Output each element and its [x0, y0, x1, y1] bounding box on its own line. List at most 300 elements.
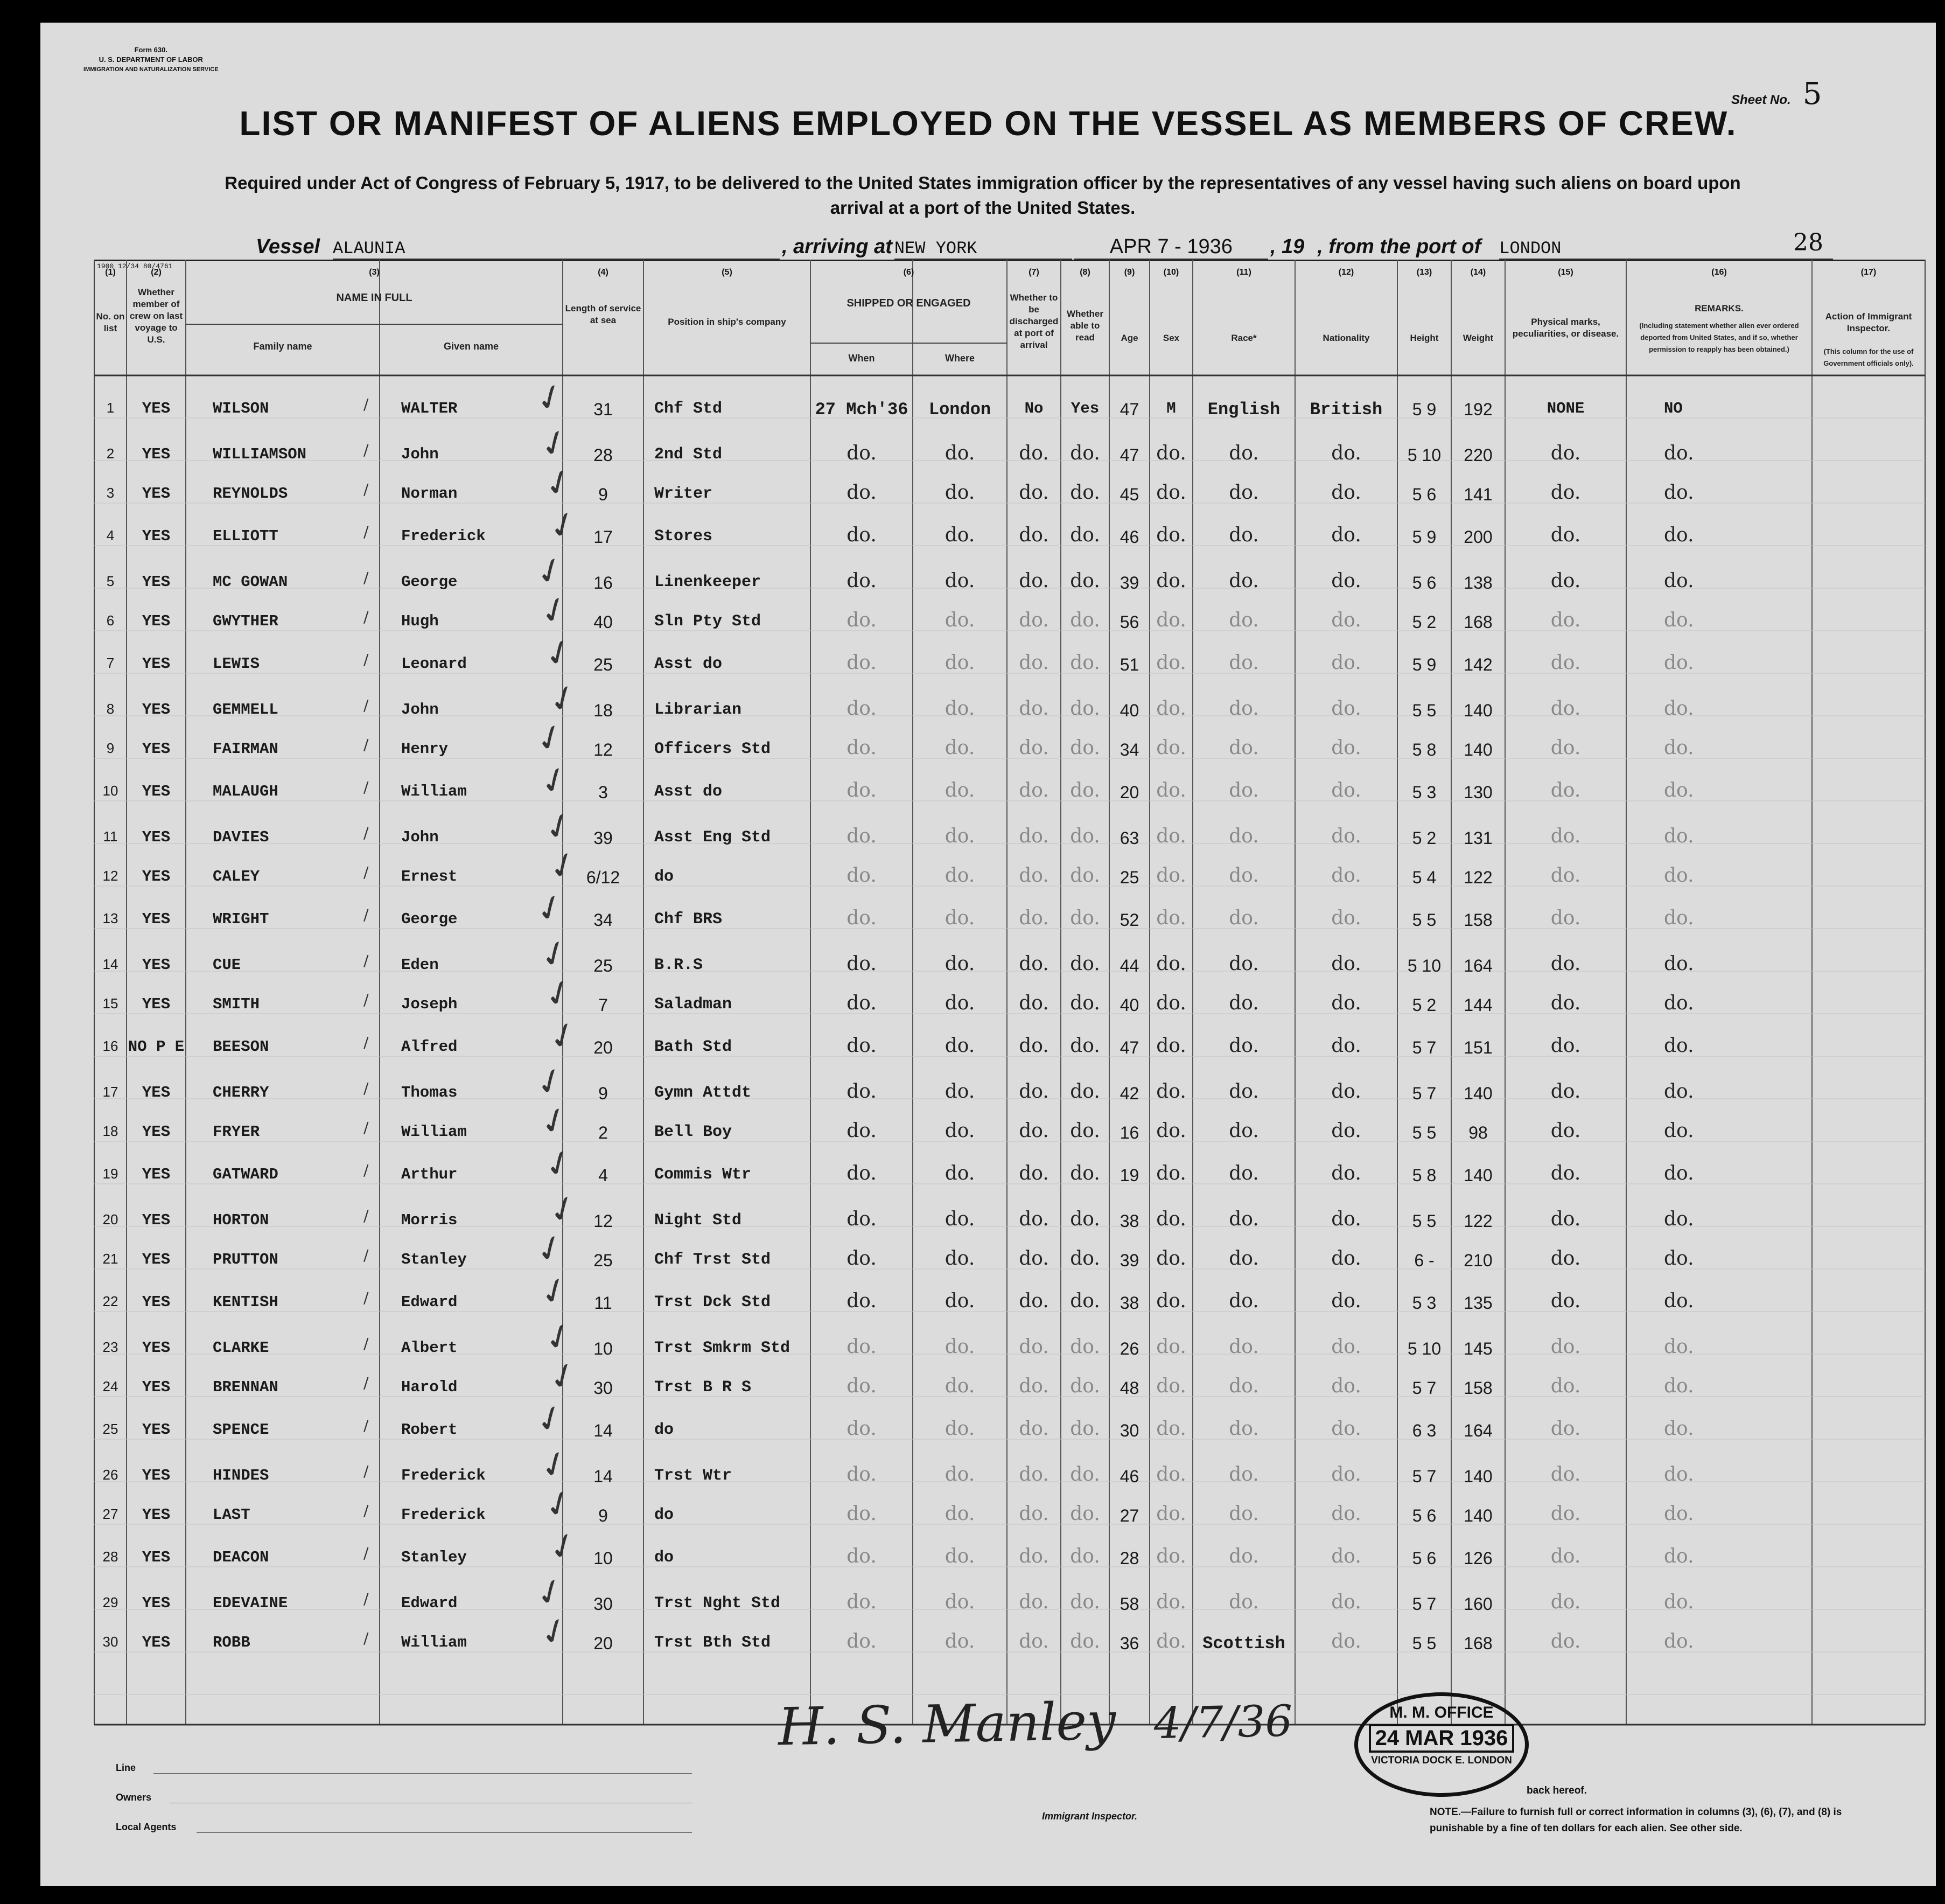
- check-mark-icon: ✓: [538, 970, 580, 1018]
- cell-marks: do.: [1550, 864, 1581, 887]
- cell-when: do.: [846, 1630, 877, 1652]
- cell-sex: do.: [1156, 737, 1186, 759]
- cell-where: do.: [944, 524, 975, 546]
- cell-where: do.: [944, 953, 975, 975]
- cell-no: 20: [102, 1211, 118, 1228]
- cell-family: CLARKE: [213, 1339, 269, 1357]
- check-mark-icon: /: [363, 1417, 369, 1434]
- column-number: (10): [1163, 268, 1179, 277]
- cell-remarks: do.: [1664, 482, 1694, 504]
- cell-prev: YES: [142, 868, 171, 885]
- cell-where: do.: [944, 1162, 975, 1184]
- cell-sex: do.: [1156, 609, 1186, 631]
- column-number: (1): [105, 268, 116, 277]
- cell-read: do.: [1070, 1591, 1100, 1613]
- column-number: (12): [1338, 268, 1354, 277]
- cell-position: Chf BRS: [654, 910, 723, 929]
- check-mark-icon: /: [363, 1246, 369, 1264]
- cell-sex: do.: [1156, 1545, 1186, 1567]
- cell-discharged: do.: [1019, 1545, 1049, 1567]
- column-number: (17): [1860, 268, 1877, 277]
- corner-number: 28: [1793, 229, 1823, 256]
- cell-height: 5 8: [1412, 1166, 1437, 1185]
- cell-where: do.: [944, 570, 975, 592]
- cell-discharged: do.: [1019, 907, 1049, 929]
- check-mark-icon: ✓: [538, 803, 580, 851]
- cell-marks: do.: [1550, 1463, 1581, 1485]
- cell-age: 30: [1120, 1421, 1139, 1440]
- cell-sex: do.: [1156, 1162, 1186, 1184]
- check-mark-icon: ✓: [534, 1608, 576, 1656]
- cell-prev: YES: [142, 1211, 171, 1229]
- cell-sex: do.: [1156, 1591, 1186, 1613]
- cell-read: do.: [1070, 1336, 1100, 1358]
- cell-prev: YES: [142, 445, 171, 463]
- cell-prev: YES: [142, 740, 171, 758]
- cell-remarks: do.: [1664, 652, 1694, 674]
- cell-given: George: [401, 573, 458, 591]
- cell-position: Trst Smkrm Std: [654, 1339, 790, 1357]
- cell-weight: 122: [1464, 1211, 1493, 1231]
- cell-where: do.: [944, 1035, 975, 1057]
- cell-when: do.: [846, 1247, 877, 1270]
- cell-when: do.: [846, 737, 877, 759]
- cell-age: 34: [1120, 740, 1139, 759]
- check-mark-icon: ✓: [538, 459, 580, 507]
- column-number: (9): [1124, 268, 1135, 277]
- cell-remarks: do.: [1664, 1035, 1694, 1057]
- cell-prev: YES: [142, 1166, 171, 1183]
- cell-nationality: do.: [1331, 1545, 1361, 1567]
- agents-rule: [197, 1832, 692, 1833]
- cell-age: 19: [1120, 1166, 1139, 1185]
- cell-no: 18: [102, 1123, 118, 1139]
- cell-when: do.: [846, 1120, 877, 1142]
- cell-nationality: do.: [1331, 1120, 1361, 1142]
- cell-height: 5 6: [1412, 485, 1437, 504]
- cell-weight: 98: [1468, 1123, 1488, 1142]
- cell-remarks: do.: [1664, 1080, 1694, 1103]
- cell-family: SPENCE: [213, 1421, 269, 1439]
- check-mark-icon: /: [363, 651, 369, 668]
- cell-given: Alfred: [401, 1038, 458, 1056]
- cell-when: do.: [846, 1208, 877, 1230]
- column-number: (13): [1416, 268, 1432, 277]
- cell-service: 25: [593, 655, 613, 674]
- cell-read: do.: [1070, 1418, 1100, 1440]
- check-mark-icon: /: [363, 696, 369, 714]
- cell-service: 30: [593, 1378, 613, 1398]
- cell-family: EDEVAINE: [213, 1594, 288, 1612]
- cell-given: Edward: [401, 1594, 458, 1612]
- arrival-port: NEW YORK: [894, 239, 1072, 260]
- cell-race: English: [1207, 400, 1281, 420]
- cell-given: Henry: [401, 740, 449, 758]
- cell-race: do.: [1229, 1290, 1259, 1312]
- cell-where: do.: [944, 1375, 975, 1397]
- cell-no: 30: [102, 1634, 118, 1650]
- cell-prev: YES: [142, 910, 171, 928]
- voyage-line: Vessel ALAUNIA , arriving at NEW YORK APR 7 - 1936 , 19 , from the port of LONDON: [256, 235, 1833, 260]
- cell-race: do.: [1229, 1120, 1259, 1142]
- check-mark-icon: /: [363, 1374, 369, 1392]
- cell-height: 5 5: [1412, 1634, 1437, 1653]
- cell-age: 25: [1120, 868, 1139, 887]
- cell-family: FAIRMAN: [213, 740, 278, 758]
- cell-no: 22: [102, 1293, 118, 1309]
- cell-discharged: do.: [1019, 737, 1049, 759]
- cell-weight: 140: [1464, 1166, 1493, 1185]
- cell-given: John: [401, 445, 439, 463]
- cell-height: 6 -: [1414, 1251, 1435, 1270]
- check-mark-icon: ✓: [534, 420, 576, 468]
- column-header: Weight: [1463, 333, 1494, 343]
- cell-service: 34: [593, 910, 613, 930]
- cell-height: 5 10: [1407, 445, 1442, 465]
- cell-given: Thomas: [401, 1084, 458, 1101]
- check-mark-icon: ✓: [542, 501, 584, 550]
- cell-no: 5: [106, 573, 115, 589]
- cell-where: do.: [944, 864, 975, 887]
- cell-family: CHERRY: [213, 1084, 269, 1101]
- cell-read: do.: [1070, 482, 1100, 504]
- column-number: (15): [1558, 268, 1573, 277]
- cell-prev: YES: [142, 1293, 171, 1311]
- cell-discharged: do.: [1019, 570, 1049, 592]
- cell-race: do.: [1229, 482, 1259, 504]
- cell-age: 58: [1120, 1594, 1139, 1614]
- cell-race: do.: [1229, 1418, 1259, 1440]
- cell-position: Linenkeeper: [654, 573, 761, 591]
- cell-prev: YES: [142, 956, 171, 974]
- cell-given: Joseph: [401, 995, 458, 1013]
- cell-discharged: do.: [1019, 1162, 1049, 1184]
- column-header: NAME IN FULL: [336, 292, 412, 304]
- cell-weight: 145: [1464, 1339, 1493, 1358]
- cell-when: do.: [846, 1035, 877, 1057]
- cell-no: 16: [102, 1038, 118, 1054]
- cell-read: do.: [1070, 1463, 1100, 1485]
- cell-weight: 144: [1464, 995, 1493, 1015]
- cell-race: do.: [1229, 570, 1259, 592]
- cell-race: do.: [1229, 864, 1259, 887]
- check-mark-icon: /: [363, 1544, 369, 1562]
- cell-weight: 164: [1464, 1421, 1493, 1440]
- column-header: Whether member of crew on last voyage to U.S.: [129, 287, 183, 345]
- cell-read: do.: [1070, 825, 1100, 847]
- cell-when: do.: [846, 609, 877, 631]
- cell-position: Gymn Attdt: [654, 1084, 752, 1102]
- cell-where: do.: [944, 1336, 975, 1358]
- cell-race: do.: [1229, 698, 1259, 720]
- cell-no: 21: [102, 1251, 118, 1267]
- cell-race: do.: [1229, 1545, 1259, 1567]
- cell-discharged: do.: [1019, 1418, 1049, 1440]
- cell-age: 38: [1120, 1211, 1139, 1231]
- column-header: Whether to be discharged at port of arrival: [1009, 292, 1059, 350]
- cell-when: do.: [846, 864, 877, 887]
- cell-position: 2nd Std: [654, 445, 723, 464]
- cell-family: LAST: [213, 1506, 250, 1524]
- cell-read: do.: [1070, 1630, 1100, 1652]
- cell-age: 42: [1120, 1084, 1139, 1103]
- column-header: Race*: [1231, 333, 1257, 343]
- cell-family: GEMMELL: [213, 701, 278, 719]
- cell-service: 14: [593, 1421, 613, 1440]
- cell-discharged: do.: [1019, 442, 1049, 464]
- check-mark-icon: ✓: [529, 547, 571, 596]
- cell-discharged: No: [1024, 400, 1044, 417]
- cell-service: 10: [593, 1339, 613, 1358]
- cell-sex: do.: [1156, 1418, 1186, 1440]
- cell-sex: do.: [1156, 1503, 1186, 1525]
- cell-when: do.: [846, 1591, 877, 1613]
- cell-weight: 140: [1464, 701, 1493, 720]
- check-mark-icon: ✓: [542, 842, 584, 890]
- cell-where: London: [928, 400, 991, 420]
- cell-discharged: do.: [1019, 1247, 1049, 1270]
- cell-remarks: do.: [1664, 907, 1694, 929]
- cell-family: CUE: [213, 956, 241, 974]
- cell-marks: do.: [1550, 1035, 1581, 1057]
- cell-when: do.: [846, 1545, 877, 1567]
- cell-family: HORTON: [213, 1211, 269, 1229]
- cell-race: do.: [1229, 953, 1259, 975]
- cell-sex: do.: [1156, 570, 1186, 592]
- cell-height: 5 7: [1412, 1084, 1437, 1103]
- cell-race: do.: [1229, 737, 1259, 759]
- cell-service: 20: [593, 1634, 613, 1653]
- check-mark-icon: /: [363, 952, 369, 970]
- cell-race: Scottish: [1202, 1634, 1285, 1654]
- cell-read: do.: [1070, 1247, 1100, 1270]
- cell-weight: 122: [1464, 868, 1493, 887]
- cell-remarks: do.: [1664, 1545, 1694, 1567]
- cell-race: do.: [1229, 524, 1259, 546]
- check-mark-icon: ✓: [538, 629, 580, 678]
- cell-age: 45: [1120, 485, 1139, 504]
- column-number: (7): [1029, 268, 1039, 277]
- cell-service: 9: [598, 485, 608, 504]
- cell-height: 5 3: [1412, 783, 1437, 802]
- cell-race: do.: [1229, 992, 1259, 1014]
- cell-read: do.: [1070, 1290, 1100, 1312]
- cell-when: 27 Mch'36: [815, 400, 908, 420]
- cell-prev: YES: [142, 1123, 171, 1141]
- owners-label: Owners: [116, 1792, 152, 1803]
- cell-given: John: [401, 828, 439, 846]
- cell-when: do.: [846, 482, 877, 504]
- cell-age: 40: [1120, 995, 1139, 1015]
- cell-family: PRUTTON: [213, 1251, 278, 1268]
- cell-no: 29: [102, 1594, 118, 1610]
- cell-remarks: do.: [1664, 1463, 1694, 1485]
- cell-prev: YES: [142, 1467, 171, 1484]
- form-number: Form 630.: [134, 46, 167, 54]
- check-mark-icon: /: [363, 1629, 369, 1647]
- page-subtitle: Required under Act of Congress of February 5, 1917, to be delivered to the United States immigration officer by the representatives of any vessel having such aliens on board upon arrival at a port of the United States.: [225, 173, 1741, 218]
- cell-position: Commis Wtr: [654, 1166, 752, 1184]
- cell-nationality: do.: [1331, 609, 1361, 631]
- cell-remarks: do.: [1664, 1418, 1694, 1440]
- cell-remarks: do.: [1664, 864, 1694, 887]
- column-header: Length of service at sea: [565, 303, 641, 325]
- check-mark-icon: ✓: [534, 587, 576, 635]
- cell-marks: do.: [1550, 482, 1581, 504]
- check-mark-icon: /: [363, 778, 369, 796]
- cell-discharged: do.: [1019, 482, 1049, 504]
- check-mark-icon: ✓: [529, 1058, 571, 1106]
- cell-age: 16: [1120, 1123, 1139, 1142]
- cell-service: 9: [598, 1506, 608, 1525]
- cell-sex: do.: [1156, 864, 1186, 887]
- cell-when: do.: [846, 1375, 877, 1397]
- family-name-header: Family name: [253, 341, 312, 352]
- cell-no: 23: [102, 1339, 118, 1355]
- cell-marks: do.: [1550, 1630, 1581, 1652]
- cell-nationality: do.: [1331, 1208, 1361, 1230]
- cell-read: do.: [1070, 907, 1100, 929]
- cell-weight: 140: [1464, 1467, 1493, 1486]
- cell-position: Asst do: [654, 655, 723, 673]
- cell-height: 5 10: [1407, 1339, 1442, 1358]
- cell-service: 7: [598, 995, 608, 1015]
- cell-race: do.: [1229, 1375, 1259, 1397]
- cell-where: do.: [944, 907, 975, 929]
- cell-given: Robert: [401, 1421, 458, 1439]
- cell-no: 27: [102, 1506, 118, 1522]
- cell-family: DAVIES: [213, 828, 269, 846]
- cell-weight: 130: [1464, 783, 1493, 802]
- cell-when: do.: [846, 1080, 877, 1103]
- cell-no: 17: [102, 1084, 118, 1100]
- cell-height: 5 6: [1412, 573, 1437, 592]
- cell-weight: 135: [1464, 1293, 1493, 1313]
- column-header: SHIPPED OR ENGAGED: [846, 297, 971, 309]
- cell-weight: 158: [1464, 1378, 1493, 1398]
- cell-discharged: do.: [1019, 609, 1049, 631]
- page-title: LIST OR MANIFEST OF ALIENS EMPLOYED ON THE VESSEL AS MEMBERS OF CREW.: [239, 104, 1737, 143]
- column-number: (3): [369, 268, 380, 277]
- cell-remarks: do.: [1664, 570, 1694, 592]
- cell-race: do.: [1229, 1080, 1259, 1103]
- check-mark-icon: /: [363, 1119, 369, 1136]
- cell-read: do.: [1070, 524, 1100, 546]
- cell-prev: YES: [142, 1251, 171, 1268]
- department: U. S. DEPARTMENT OF LABOR: [99, 55, 203, 64]
- cell-race: do.: [1229, 652, 1259, 674]
- cell-age: 46: [1120, 1467, 1139, 1486]
- cell-no: 26: [102, 1467, 118, 1483]
- cell-prev: YES: [142, 400, 171, 417]
- check-mark-icon: ✓: [534, 1441, 576, 1489]
- cell-family: GATWARD: [213, 1166, 278, 1183]
- cell-age: 39: [1120, 573, 1139, 592]
- cell-service: 25: [593, 1251, 613, 1270]
- check-mark-icon: /: [363, 1335, 369, 1352]
- cell-marks: do.: [1550, 1375, 1581, 1397]
- check-mark-icon: ✓: [529, 714, 571, 763]
- cell-service: 11: [594, 1293, 612, 1313]
- cell-when: do.: [846, 442, 877, 464]
- check-mark-icon: /: [363, 824, 369, 842]
- cell-service: 18: [593, 701, 613, 720]
- cell-height: 5 5: [1412, 1211, 1437, 1231]
- cell-remarks: do.: [1664, 953, 1694, 975]
- cell-read: do.: [1070, 737, 1100, 759]
- cell-marks: do.: [1550, 992, 1581, 1014]
- column-header: Age: [1121, 333, 1138, 343]
- cell-when: do.: [846, 1162, 877, 1184]
- cell-given: William: [401, 1123, 467, 1141]
- cell-weight: 141: [1464, 485, 1493, 504]
- cell-service: 4: [598, 1166, 608, 1185]
- cell-height: 5 7: [1412, 1594, 1437, 1614]
- cell-service: 10: [593, 1549, 613, 1568]
- cell-weight: 142: [1464, 655, 1493, 674]
- cell-remarks: do.: [1664, 779, 1694, 801]
- cell-sex: do.: [1156, 1290, 1186, 1312]
- cell-height: 5 3: [1412, 1293, 1437, 1313]
- cell-sex: do.: [1156, 652, 1186, 674]
- cell-nationality: do.: [1331, 652, 1361, 674]
- cell-race: do.: [1229, 1208, 1259, 1230]
- check-mark-icon: ✓: [534, 930, 576, 979]
- cell-discharged: do.: [1019, 698, 1049, 720]
- cell-weight: 220: [1464, 445, 1493, 465]
- cell-prev: YES: [142, 828, 171, 846]
- cell-age: 26: [1120, 1339, 1139, 1358]
- cell-marks: do.: [1550, 1208, 1581, 1230]
- cell-given: Frederick: [401, 1506, 486, 1524]
- cell-weight: 168: [1464, 612, 1493, 632]
- cell-given: Frederick: [401, 527, 486, 545]
- cell-position: Saladman: [654, 995, 732, 1014]
- cell-read: do.: [1070, 1120, 1100, 1142]
- cell-prev: YES: [142, 573, 171, 591]
- cell-height: 5 10: [1407, 956, 1442, 975]
- cell-height: 5 4: [1412, 868, 1437, 887]
- cell-discharged: do.: [1019, 1375, 1049, 1397]
- cell-height: 5 9: [1412, 655, 1437, 674]
- cell-service: 3: [598, 783, 608, 802]
- cell-discharged: do.: [1019, 1630, 1049, 1652]
- cell-when: do.: [846, 825, 877, 847]
- check-mark-icon: /: [363, 1502, 369, 1519]
- check-mark-icon: ✓: [529, 1225, 571, 1273]
- cell-race: do.: [1229, 1336, 1259, 1358]
- cell-service: 28: [593, 445, 613, 465]
- cell-sex: do.: [1156, 442, 1186, 464]
- cell-where: do.: [944, 737, 975, 759]
- office-stamp: M. M. OFFICE 24 MAR 1936 VICTORIA DOCK E. LONDON: [1354, 1692, 1529, 1797]
- check-mark-icon: ✓: [538, 1313, 580, 1362]
- agents-label: Local Agents: [116, 1822, 177, 1832]
- cell-read: do.: [1070, 992, 1100, 1014]
- cell-where: do.: [944, 1545, 975, 1567]
- cell-no: 19: [102, 1166, 118, 1182]
- cell-family: GWYTHER: [213, 612, 278, 630]
- cell-marks: do.: [1550, 524, 1581, 546]
- cell-sex: M: [1166, 400, 1176, 417]
- check-mark-icon: ✓: [542, 1352, 584, 1401]
- cell-prev: YES: [142, 1339, 171, 1357]
- column-number: (5): [722, 268, 732, 277]
- cell-nationality: do.: [1331, 482, 1361, 504]
- column-header: Nationality: [1323, 333, 1370, 343]
- inspector-signature: H. S. Manley 4/7/36: [778, 1691, 1293, 1757]
- cell-given: Ernest: [401, 868, 458, 885]
